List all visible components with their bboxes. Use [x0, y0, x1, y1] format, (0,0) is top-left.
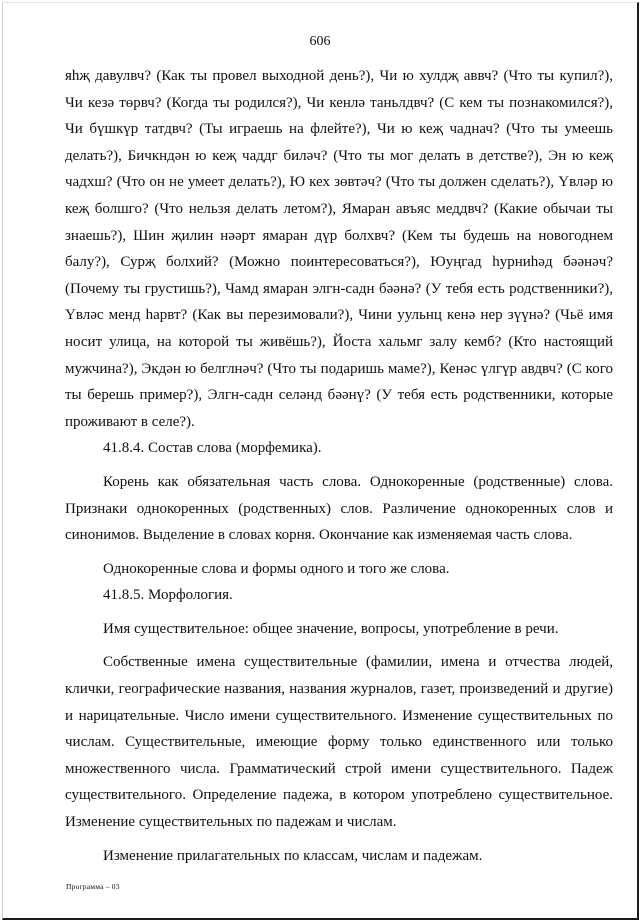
page-number: 606: [309, 34, 331, 49]
paragraph-noun: Имя существительное: общее значение, вопросы, употребление в речи.: [103, 620, 559, 637]
paragraph-proper-nouns: Собственные имена существительные (фамилии, имена и отчества людей, клички, географические названия, названия журналов, газет, произведений и другие) и нарицательные. Число имени существительного. Изменение существительных по числам. Существительные, имеющие форму только единственного или только множественного числа. Грамматический строй имени существительного. Падеж существительного. Определение падежа, в котором употреблено существительное. Изменение существительных по падежам и числам.: [65, 654, 613, 831]
footer-program-label: Программа – 03: [66, 882, 120, 891]
paragraph-examples: яһҗ давулвч? (Как ты провел выходной день?), Чи ю хулдҗ аввч? (Что ты купил?), Чи кезә төрвч? (Когда ты родился?), Чи кенлә таньлдвч? (С кем ты познакомился?), Чи бүшкүр татдвч? (Ты играешь на флейте?), Чи ю кеҗ чаднач? (Что ты умеешь делать?), Бичкндән ю кеҗ чаддг биләч? (Что ты мог делать в детстве?), Эн ю кеҗ чадхш? (Что он не умеет делать?), Ю кех зөвтәч? (Что ты должен сделать?), Үвләр ю кеҗ болшго? (Что нельзя делать летом?), Ямаран авъяс меддвч? (Какие обычаи ты знаешь?), Шин җилин нәәрт ямаран дүр болхвч? (Кем ты будешь на новогоднем балу?), Сурҗ болхий? (Можно поинтересоваться?), Юуңгад һурниһәд бәәнәч? (Почему ты грустишь?), Чамд ямаран элгн-садн бәәнә? (У тебя есть родственники?), Үвләс менд һарвт? (Как вы перезимовали?), Чини уульнц кенә нер зүүнә? (Чьё имя носит улица, на которой ты живёшь?), Йоста хальмг залу кемб? (Кто настоящий мужчина?), Экдән ю белглнәч? (Что ты подаришь маме?), Кенәс үлгүр авдвч? (С кого ты берешь пример?), Элгн-садн селәнд бәәнү? (У тебя есть родственники, которые проживают в селе?).: [65, 68, 613, 430]
section-heading-morphemics: 41.8.4. Состав слова (морфемика).: [103, 440, 322, 457]
paragraph-same-root-words: Однокоренные слова и формы одного и того же слова.: [103, 560, 450, 577]
document-body: [65, 63, 613, 869]
paragraph-adjectives: Изменение прилагательных по классам, числам и падежам.: [103, 847, 483, 864]
section-heading-morphology: 41.8.5. Морфология.: [103, 587, 233, 604]
paragraph-root: Корень как обязательная часть слова. Однокоренные (родственные) слова. Признаки однокоренных (родственных) слов. Различение однокоренных слов и синонимов. Выделение в словах корня. Окончание как изменяемая часть слова.: [65, 473, 613, 544]
